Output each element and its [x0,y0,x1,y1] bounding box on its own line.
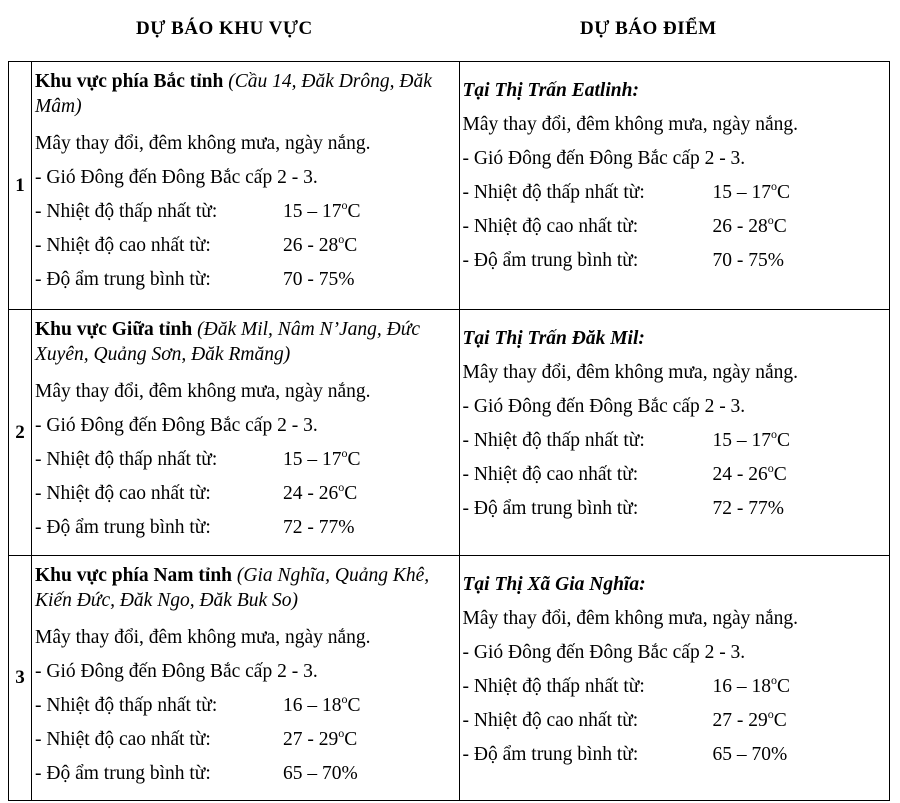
humidity-value: 70 - 75% [712,250,784,271]
forecast-row [9,556,890,801]
area-forecast-cell [32,310,459,556]
min-temp-value: 15 – 17 [283,449,342,470]
degree-sign: o [338,726,345,740]
min-temp-line [463,670,888,704]
max-temp-line [35,477,456,511]
max-temp-value: 27 - 29 [712,710,768,731]
celsius-unit: C [777,676,791,697]
max-temp-value: 24 - 26 [712,464,768,485]
celsius-unit: C [773,216,787,237]
min-temp-label: - Nhiệt độ thấp nhất từ: [462,430,645,451]
humidity-label: - Độ ẩm trung bình từ: [35,763,211,784]
wind-text: - Gió Đông đến Đông Bắc cấp 2 - 3. [35,167,318,188]
max-temp-label: - Nhiệt độ cao nhất từ: [35,235,211,256]
header-area-forecast: DỰ BÁO KHU VỰC [136,18,313,39]
humidity-value: 70 - 75% [283,269,355,290]
wind-text: - Gió Đông đến Đông Bắc cấp 2 - 3. [35,415,318,436]
humidity-label: - Độ ẩm trung bình từ: [35,269,211,290]
humidity-line [463,492,888,526]
min-temp-value: 16 – 18 [712,676,771,697]
header-point-forecast: DỰ BÁO ĐIỂM [580,18,717,39]
sky-text: Mây thay đổi, đêm không mưa, ngày nắng. [462,114,799,135]
humidity-line [35,757,456,791]
point-title: Tại Thị Trấn Đăk Mil: [462,328,645,349]
min-temp-value: 15 – 17 [712,182,771,203]
area-title-bold: Khu vực phía Bắc tỉnh [35,71,224,92]
sky-text: Mây thay đổi, đêm không mưa, ngày nắng. [35,627,371,648]
max-temp-label: - Nhiệt độ cao nhất từ: [462,216,639,237]
area-title [35,314,456,367]
sky-text: Mây thay đổi, đêm không mưa, ngày nắng. [462,362,799,383]
min-temp-line [463,176,888,210]
degree-sign: o [338,480,345,494]
max-temp-label: - Nhiệt độ cao nhất từ: [35,729,211,750]
max-temp-value: 27 - 29 [283,729,339,750]
min-temp-label: - Nhiệt độ thấp nhất từ: [462,676,645,697]
degree-sign: o [341,446,348,460]
humidity-value: 72 - 77% [712,498,784,519]
sky-text: Mây thay đổi, đêm không mưa, ngày nắng. [35,381,371,402]
max-temp-label: - Nhiệt độ cao nhất từ: [35,483,211,504]
forecast-row [9,62,890,310]
min-temp-label: - Nhiệt độ thấp nhất từ: [35,695,218,716]
humidity-label: - Độ ẩm trung bình từ: [462,250,639,271]
celsius-unit: C [344,235,358,256]
wind-text: - Gió Đông đến Đông Bắc cấp 2 - 3. [462,642,746,663]
max-temp-line [463,704,888,738]
humidity-line [463,738,888,772]
degree-sign: o [771,179,777,193]
celsius-unit: C [347,201,361,222]
area-title-italic: (Gia Nghĩa, Quảng Khê, Kiến Đức, Đăk Ngo, Đăk Buk So) [35,565,430,611]
degree-sign: o [767,707,774,721]
max-temp-label: - Nhiệt độ cao nhất từ: [462,464,639,485]
humidity-value: 65 – 70% [712,744,788,765]
max-temp-value: 24 - 26 [283,483,339,504]
humidity-value: 72 - 77% [283,517,355,538]
point-title: Tại Thị Trấn Eatlinh: [462,80,639,101]
point-forecast-cell [459,556,890,801]
celsius-unit: C [347,449,361,470]
point-forecast-cell [459,310,890,556]
min-temp-line [35,689,456,723]
humidity-line [35,511,456,545]
celsius-unit: C [777,430,791,451]
degree-sign: o [341,198,348,212]
wind-text: - Gió Đông đến Đông Bắc cấp 2 - 3. [462,148,746,169]
celsius-unit: C [344,729,358,750]
area-title-italic: (Đăk Mil, Nâm N’Jang, Đức Xuyên, Quảng Sơn, Đăk Rmăng) [35,319,421,365]
max-temp-line [35,723,456,757]
min-temp-label: - Nhiệt độ thấp nhất từ: [462,182,645,203]
celsius-unit: C [777,182,791,203]
forecast-row [9,310,890,556]
min-temp-label: - Nhiệt độ thấp nhất từ: [35,201,218,222]
humidity-value: 65 – 70% [283,763,358,784]
wind-text: - Gió Đông đến Đông Bắc cấp 2 - 3. [35,661,318,682]
humidity-line [463,244,888,278]
max-temp-line [35,229,456,263]
humidity-label: - Độ ẩm trung bình từ: [462,498,639,519]
wind-text: - Gió Đông đến Đông Bắc cấp 2 - 3. [462,396,746,417]
max-temp-value: 26 - 28 [283,235,339,256]
max-temp-value: 26 - 28 [712,216,768,237]
sky-text: Mây thay đổi, đêm không mưa, ngày nắng. [35,133,371,154]
max-temp-line [463,210,888,244]
degree-sign: o [341,692,348,706]
area-title [35,66,456,119]
degree-sign: o [338,232,345,246]
area-title-italic: (Cầu 14, Đăk Drông, Đăk Mâm) [35,71,432,117]
min-temp-label: - Nhiệt độ thấp nhất từ: [35,449,218,470]
max-temp-line [463,458,888,492]
min-temp-line [35,443,456,477]
humidity-label: - Độ ẩm trung bình từ: [462,744,639,765]
degree-sign: o [771,427,777,441]
celsius-unit: C [773,710,787,731]
min-temp-value: 16 – 18 [283,695,342,716]
forecast-table [8,61,890,801]
min-temp-value: 15 – 17 [712,430,771,451]
point-forecast-cell [459,62,890,310]
row-number: 2 [9,310,32,556]
degree-sign: o [767,461,774,475]
celsius-unit: C [773,464,787,485]
humidity-label: - Độ ẩm trung bình từ: [35,517,211,538]
row-number: 1 [9,62,32,310]
degree-sign: o [771,673,777,687]
area-title-bold: Khu vực phía Nam tỉnh [35,565,233,586]
row-number: 3 [9,556,32,801]
area-forecast-cell [32,556,459,801]
min-temp-line [463,424,888,458]
degree-sign: o [767,213,774,227]
celsius-unit: C [347,695,361,716]
min-temp-line [35,195,456,229]
area-title [35,560,456,613]
area-title-bold: Khu vực Giữa tỉnh [35,319,193,340]
celsius-unit: C [344,483,358,504]
point-title: Tại Thị Xã Gia Nghĩa: [462,574,646,595]
min-temp-value: 15 – 17 [283,201,342,222]
humidity-line [35,263,456,297]
sky-text: Mây thay đổi, đêm không mưa, ngày nắng. [462,608,799,629]
max-temp-label: - Nhiệt độ cao nhất từ: [462,710,639,731]
area-forecast-cell [32,62,459,310]
